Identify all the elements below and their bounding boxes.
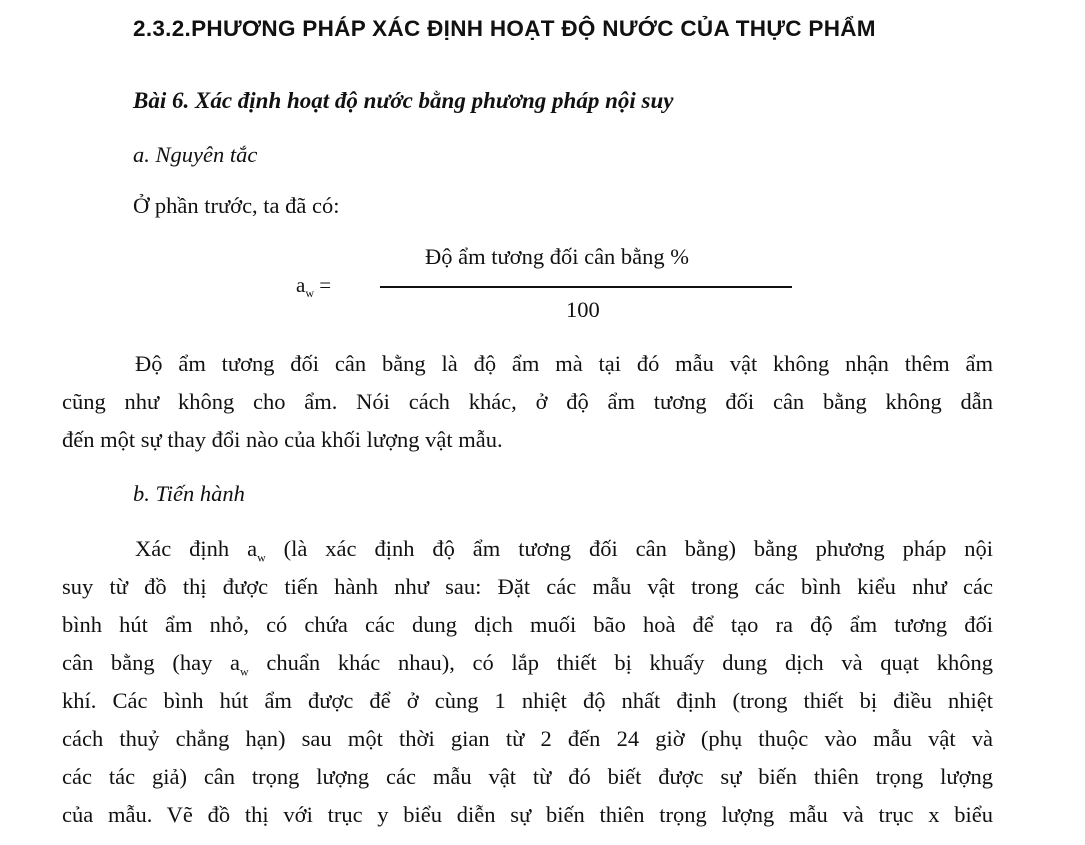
paragraph-line: cách thuỷ chẳng hạn) sau một thời gian từ 2 đến 24 giờ (phụ thuộc vào mẫu vật và [62,726,993,751]
paragraph-line: các tác giả) cân trọng lượng các mẫu vật từ đó biết được sự biến thiên trọng lượng [62,764,993,789]
subheading-principle: a. Nguyên tắc [133,142,258,167]
paragraph-definition [62,345,993,459]
formula-lhs [296,273,331,301]
formula-lhs-subscript: w [305,286,314,301]
lesson-title: Bài 6. Xác định hoạt độ nước bằng phương pháp nội suy [133,88,674,113]
paragraph-line [62,530,993,568]
paragraph-line: của mẫu. Vẽ đồ thị với trục y biểu diễn sự biến thiên trọng lượng mẫu và trục x biểu [62,802,993,827]
subheading-procedure: b. Tiến hành [133,481,245,506]
intro-text: Ở phần trước, ta đã có: [133,193,340,218]
section-heading: 2.3.2.PHƯƠNG PHÁP XÁC ĐỊNH HOẠT ĐỘ NƯỚC CỦA THỰC PHẨM [133,16,876,41]
fraction-bar [380,286,792,288]
aw-subscript: w [257,550,266,565]
line-segment: cân bằng (hay a [62,650,241,675]
formula-denominator: 100 [566,297,600,322]
aw-subscript: w [240,664,249,679]
formula-equals: = [319,273,332,297]
paragraph-line: Độ ẩm tương đối cân bằng là độ ẩm mà tại đó mẫu vật không nhận thêm ẩm [135,351,993,376]
paragraph-line [62,644,993,682]
formula-numerator: Độ ẩm tương đối cân bằng % [425,244,690,269]
line-segment: chuẩn khác nhau), có lắp thiết bị khuấy dung dịch và quạt không [248,650,993,675]
paragraph-line: đến một sự thay đổi nào của khối lượng vật mẫu. [62,427,503,452]
paragraph-line: khí. Các bình hút ẩm được để ở cùng 1 nhiệt độ nhất định (trong thiết bị điều nhiệt [62,688,993,713]
line-segment: (là xác định độ ẩm tương đối cân bằng) bằng phương pháp nội [265,536,993,561]
paragraph-line: suy từ đồ thị được tiến hành như sau: Đặt các mẫu vật trong các bình kiểu như các [62,574,993,599]
line-segment: Xác định a [135,536,258,561]
formula-lhs-symbol: a [296,273,306,297]
paragraph-line: cũng như không cho ẩm. Nói cách khác, ở độ ẩm tương đối cân bằng không dẫn [62,389,993,414]
water-activity-formula [0,240,1085,330]
paragraph-procedure [62,530,993,834]
paragraph-line: bình hút ẩm nhỏ, có chứa các dung dịch muối bão hoà để tạo ra độ ẩm tương đối [62,612,993,637]
